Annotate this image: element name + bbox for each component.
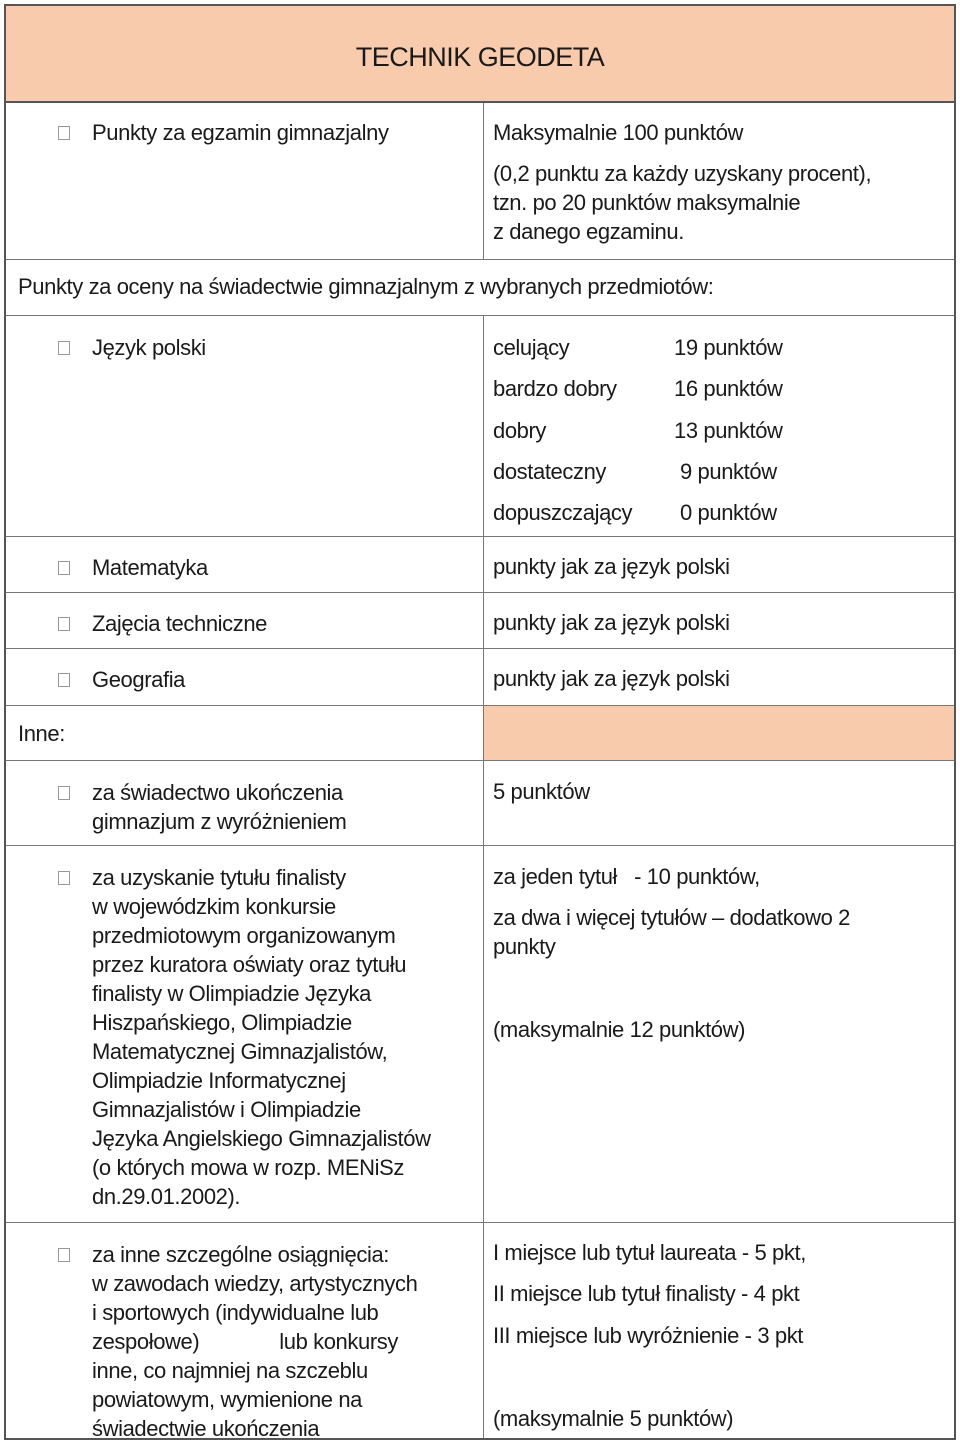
finalist-text: w wojewódzkim konkursie (92, 894, 336, 919)
finalist-text: przedmiotowym organizowanym (92, 923, 396, 948)
finalist-value: za jeden tytuł - 10 punktów, (493, 864, 760, 889)
honors-text: za świadectwo ukończenia (92, 780, 343, 805)
finalist-text: finalisty w Olimpiadzie Języka (92, 981, 371, 1006)
exam-detail: tzn. po 20 punktów maksymalnie (493, 190, 801, 215)
finalist-text: Hiszpańskiego, Olimpiadzie (92, 1010, 352, 1035)
subject-value: punkty jak za język polski (493, 610, 730, 635)
grades-heading: Punkty za oceny na świadectwie gimnazjalnym z wybranych przedmiotów: (18, 274, 714, 299)
grade-name: dostateczny (493, 459, 607, 484)
achievements-row (6, 1223, 954, 1441)
achievements-text: inne, co najmniej na szczeblu (92, 1358, 368, 1383)
polish-row (6, 316, 954, 537)
column-divider (483, 593, 484, 648)
subject-row (6, 649, 954, 706)
finalist-max: (maksymalnie 12 punktów) (493, 1017, 746, 1042)
finalist-value: punkty (493, 934, 556, 959)
checkbox-icon (58, 341, 70, 355)
achievements-max: (maksymalnie 5 punktów) (493, 1406, 734, 1431)
finalist-text: Języka Angielskiego Gimnazjalistów (92, 1126, 431, 1151)
achievements-value: II miejsce lub tytuł finalisty - 4 pkt (493, 1281, 800, 1306)
grade-points: 9 punktów (680, 459, 777, 484)
grade-points: 19 punktów (674, 335, 783, 360)
achievements-text: świadectwie ukończenia (92, 1416, 320, 1441)
honors-row (6, 761, 954, 846)
subject-label: Matematyka (92, 555, 208, 580)
title-row (6, 6, 954, 103)
grade-points: 0 punktów (680, 500, 777, 525)
grade-name: celujący (493, 335, 570, 360)
checkbox-icon (58, 673, 70, 687)
exam-max: Maksymalnie 100 punktów (493, 120, 744, 145)
achievements-value: I miejsce lub tytuł laureata - 5 pkt, (493, 1240, 806, 1265)
grade-name: dobry (493, 418, 547, 443)
grade-name: bardzo dobry (493, 376, 617, 401)
honors-value: 5 punktów (493, 779, 590, 804)
checkbox-icon (58, 617, 70, 631)
column-divider (483, 537, 484, 592)
finalist-value: za dwa i więcej tytułów – dodatkowo 2 (493, 905, 850, 930)
other-heading-row (6, 706, 954, 761)
column-divider (483, 649, 484, 705)
grade-points: 16 punktów (674, 376, 783, 401)
column-divider (483, 103, 484, 259)
subject-value: punkty jak za język polski (493, 554, 730, 579)
exam-detail: (0,2 punktu za każdy uzyskany procent), (493, 161, 872, 186)
exam-detail: z danego egzaminu. (493, 219, 684, 244)
other-heading-fill (484, 706, 954, 760)
subject-value: punkty jak za język polski (493, 666, 730, 691)
finalist-text: Gimnazjalistów i Olimpiadzie (92, 1097, 361, 1122)
column-divider (483, 1223, 484, 1438)
column-divider (483, 761, 484, 845)
subject-row (6, 593, 954, 649)
points-table (4, 4, 956, 1440)
achievements-text: za inne szczególne osiągnięcia: (92, 1242, 390, 1267)
finalist-text: (o których mowa w rozp. MENiSz (92, 1155, 404, 1180)
achievements-text: zespołowe) lub konkursy (92, 1329, 398, 1354)
page-title: TECHNIK GEODETA (355, 42, 605, 72)
finalist-row (6, 846, 954, 1223)
finalist-text: Olimpiadzie Informatycznej (92, 1068, 346, 1093)
exam-label: Punkty za egzamin gimnazjalny (92, 120, 389, 145)
checkbox-icon (58, 126, 70, 140)
exam-row (6, 103, 954, 260)
column-divider (483, 846, 484, 1222)
checkbox-icon (58, 1248, 70, 1262)
finalist-text: za uzyskanie tytułu finalisty (92, 865, 346, 890)
finalist-text: przez kuratora oświaty oraz tytułu (92, 952, 407, 977)
achievements-text: i sportowych (indywidualne lub (92, 1300, 379, 1325)
subject-label: Zajęcia techniczne (92, 611, 268, 636)
finalist-text: Matematycznej Gimnazjalistów, (92, 1039, 388, 1064)
checkbox-icon (58, 786, 70, 800)
grade-points: 13 punktów (674, 418, 783, 443)
checkbox-icon (58, 561, 70, 575)
column-divider (483, 316, 484, 536)
achievements-value: III miejsce lub wyróżnienie - 3 pkt (493, 1323, 804, 1348)
finalist-text: dn.29.01.2002). (92, 1184, 241, 1209)
grades-heading-row (6, 260, 954, 316)
subject-label: Geografia (92, 667, 186, 692)
polish-label: Język polski (92, 335, 206, 360)
honors-text: gimnazjum z wyróżnieniem (92, 809, 347, 834)
other-heading: Inne: (18, 721, 65, 746)
grade-name: dopuszczający (493, 500, 633, 525)
subject-row (6, 537, 954, 593)
checkbox-icon (58, 871, 70, 885)
achievements-text: w zawodach wiedzy, artystycznych (92, 1271, 418, 1296)
achievements-text: powiatowym, wymienione na (92, 1387, 363, 1412)
